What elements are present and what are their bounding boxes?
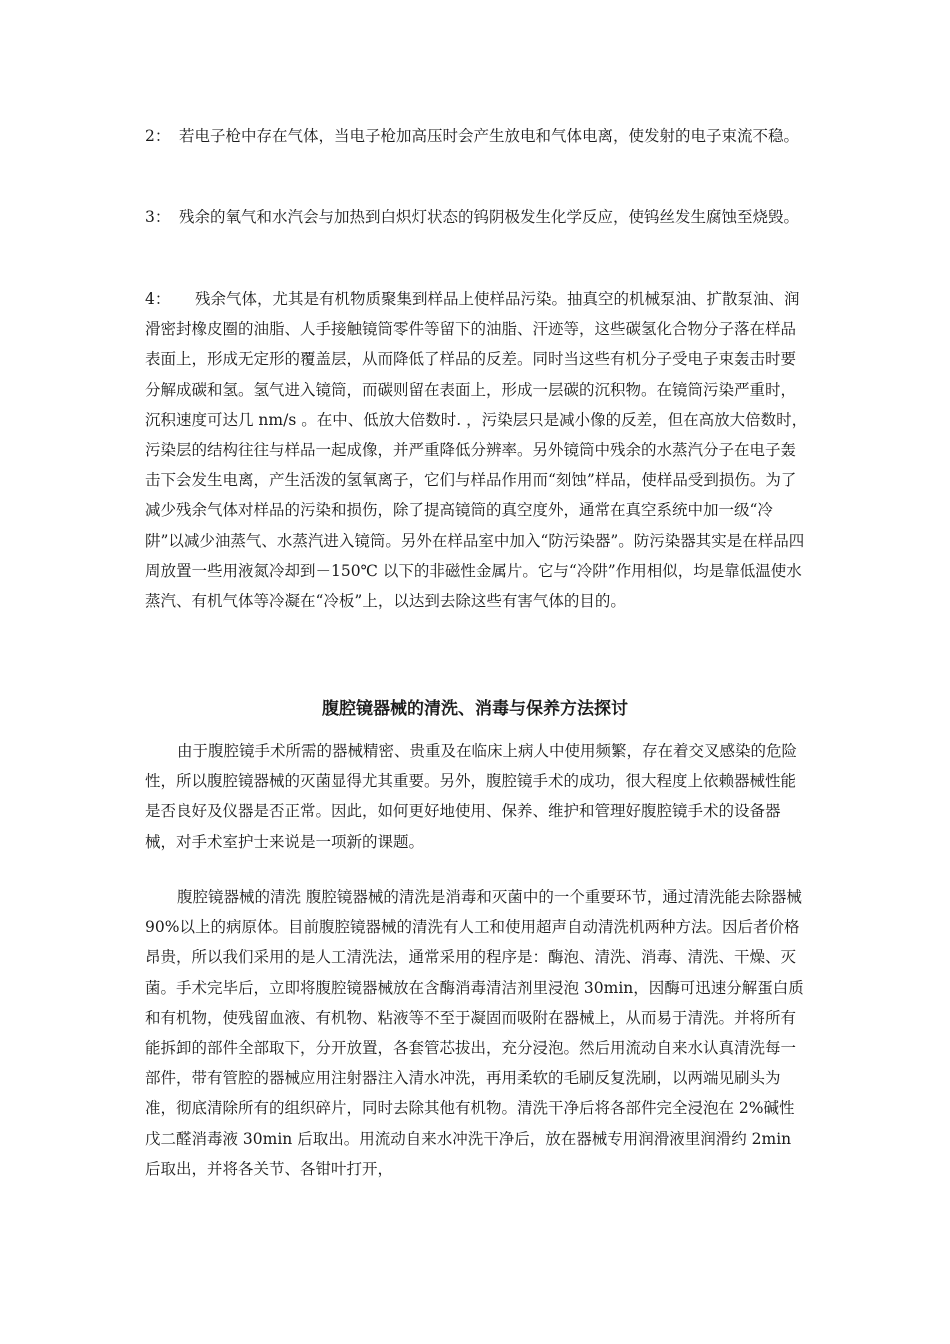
item-number: 2： xyxy=(145,127,171,145)
item-text: 若电子枪中存在气体，当电子枪加高压时会产生放电和气体电离，使发射的电子束流不稳。 xyxy=(179,127,800,145)
section-title: 腹腔镜器械的清洗、消毒与保养方法探讨 xyxy=(322,699,628,719)
body-paragraph-intro: 由于腹腔镜手术所需的器械精密、贵重及在临床上病人中使用频繁，存在着交叉感染的危险性，所以腹腔镜器械的灭菌显得尤其重要。另外，腹腔镜手术的成功，很大程度上依赖器械性能是否良好及仪器是否正常。因此，如何更好地使用、保养、维护和管理好腹腔镜手术的设备器械，对手术室护士来说是一项新的课题。 xyxy=(145,742,798,851)
list-item-3 xyxy=(145,202,810,232)
item-text: 残余气体，尤其是有机物质聚集到样品上使样品污染。抽真空的机械泵油、扩散泵油、润滑密封橡皮圈的油脂、人手接触镜筒零件等留下的油脂、汗迹等，这些碳氢化合物分子落在样品表面上，形成无定形的覆盖层，从而降低了样品的反差。同时当这些有机分子受电子束轰击时要分解成碳和氢。氢气进入镜筒，而碳则留在表面上，形成一层碳的沉积物。在镜筒污染严重时，沉积速度可达几 nm/s 。在中、低放大倍数时. ，污染层只是减小像的反差，但在高放大倍数时，污染层的结构往往与样品一起成像，并严重降低分辨率。另外镜筒中残余的水蒸汽分子在电子轰击下会发生电离，产生活泼的氢氧离子，它们与样品作用而“刻蚀”样品，使样品受到损伤。为了减少残余气体对样品的污染和损伤，除了提高镜筒的真空度外，通常在真空系统中加一级“冷阱”以减少油蒸气、水蒸汽进入镜筒。另外在样品室中加入“防污染器”。防污染器其实是在样品四周放置一些用液氮冷却到－150℃ 以下的非磁性金属片。它与“冷阱”作用相似，均是靠低温使水蒸汽、有机气体等冷凝在“冷板”上，以达到去除这些有害气体的目的。 xyxy=(145,290,808,611)
item-text: 残余的氧气和水汽会与加热到白炽灯状态的钨阴极发生化学反应，使钨丝发生腐蚀至烧毁。 xyxy=(179,208,800,226)
item-number: 3： xyxy=(145,208,171,226)
list-item-2 xyxy=(145,121,810,151)
list-item-4 xyxy=(145,284,810,616)
item-number: 4： xyxy=(145,290,171,308)
body-paragraph-cleaning: 腹腔镜器械的清洗 腹腔镜器械的清洗是消毒和灭菌中的一个重要环节，通过清洗能去除器械 90%以上的病原体。目前腹腔镜器械的清洗有人工和使用超声自动清洗机两种方法。因后者价格昂贵，所以我们采用的是人工清洗法，通常采用的程序是：酶泡、清洗、消毒、清洗、干燥、灭菌。手术完毕后，立即将腹腔镜器械放在含酶消毒清洁剂里浸泡 30min，因酶可迅速分解蛋白质和有机物，使残留血液、有机物、粘液等不至于凝固而吸附在器械上，从而易于清洗。并将所有能拆卸的部件全部取下，分开放置，各套管芯拔出，充分浸泡。然后用流动自来水认真清洗每一部件，带有管腔的器械应用注射器注入清水冲洗，再用柔软的毛刷反复洗刷，以两端见刷头为准，彻底清除所有的组织碎片，同时去除其他有机物。清洗干净后将各部件完全浸泡在 2%碱性戊二醛消毒液 30min 后取出。用流动自来水冲洗干净后，放在器械专用润滑液里润滑约 2min 后取出，并将各关节、各钳叶打开， xyxy=(145,888,804,1178)
